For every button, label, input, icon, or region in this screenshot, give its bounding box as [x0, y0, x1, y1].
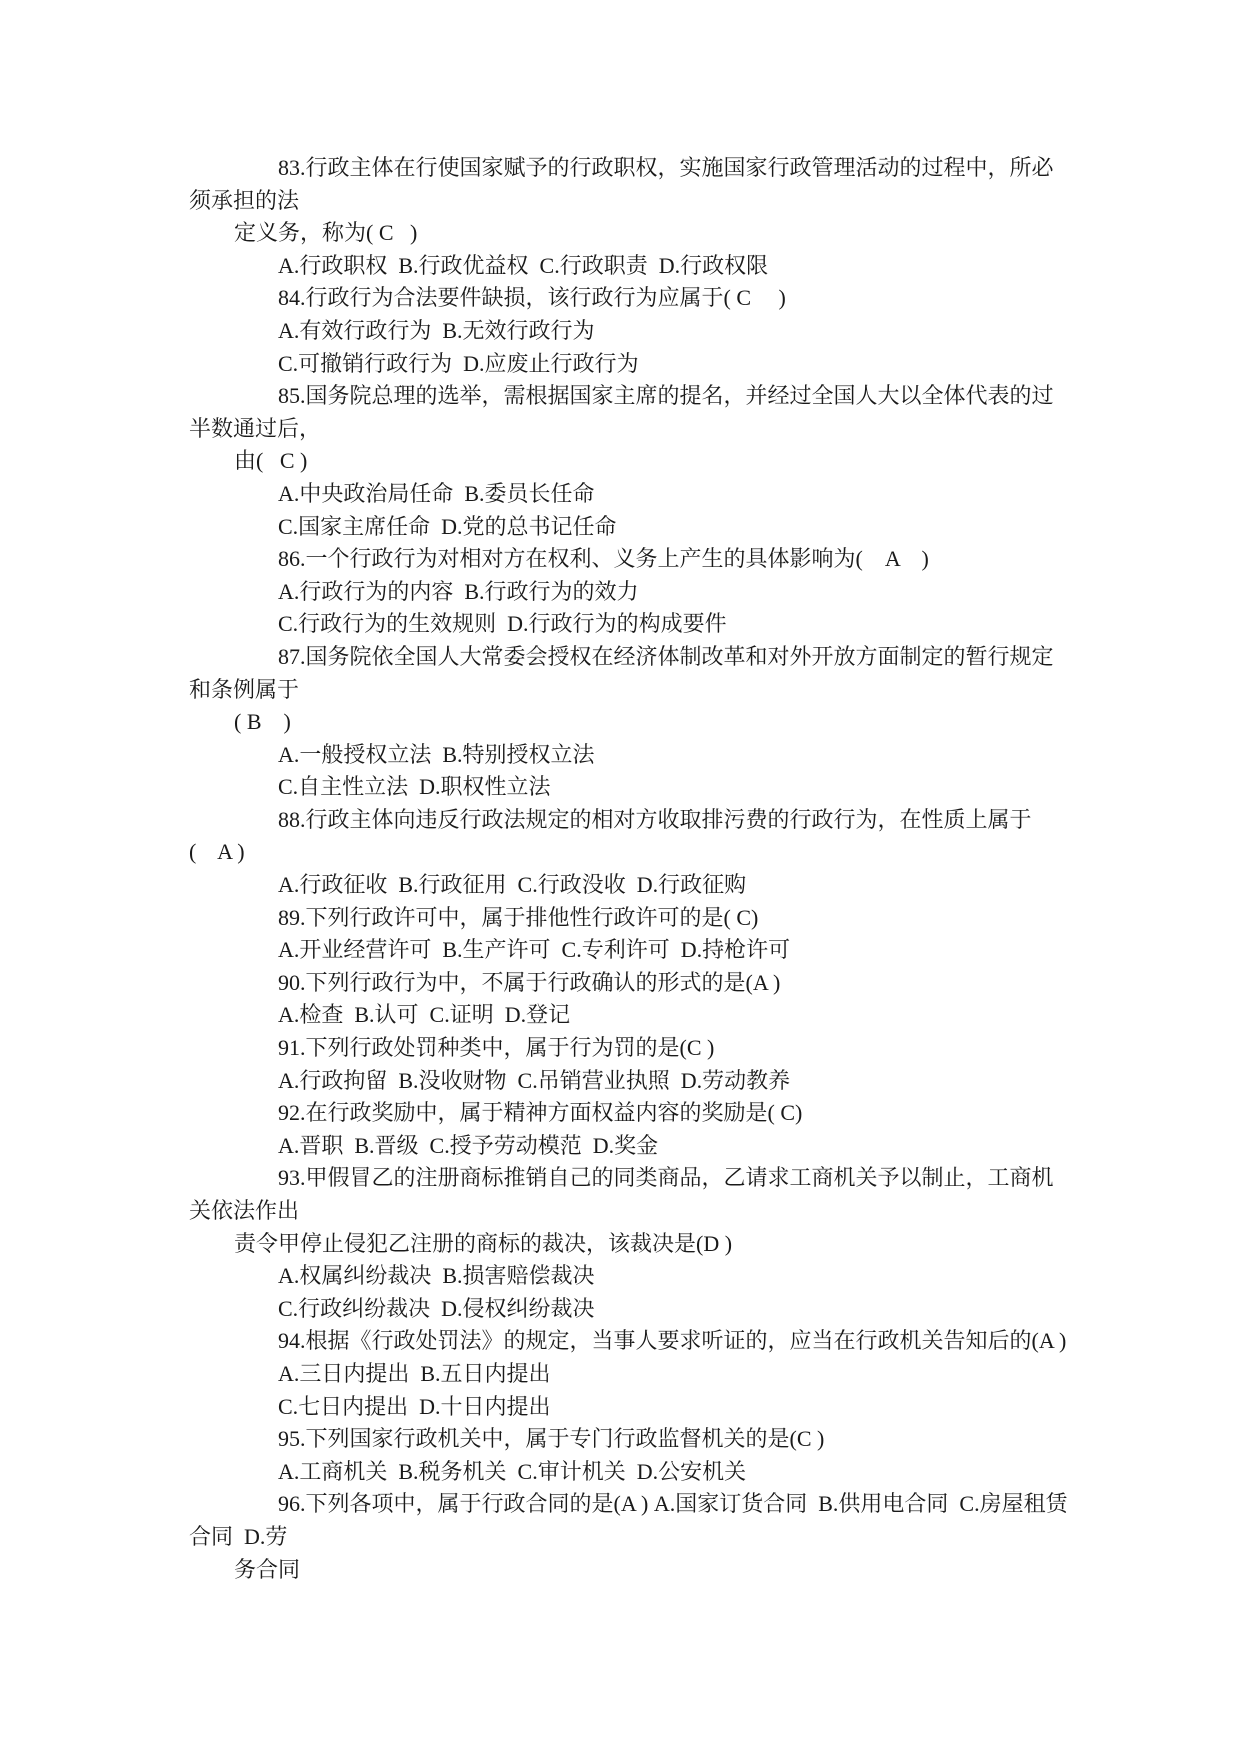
- question-90-stem: 90.下列行政行为中，不属于行政确认的形式的是(A ): [278, 969, 781, 995]
- question-86-stem: 86.一个行政行为对相对方在权利、义务上产生的具体影响为( A ): [278, 546, 929, 572]
- question-95-options: A.工商机关 B.税务机关 C.审计机关 D.公安机关: [278, 1458, 747, 1484]
- question-88-options: A.行政征收 B.行政征用 C.行政没收 D.行政征购: [278, 872, 747, 898]
- question-86-options-cd: C.行政行为的生效规则 D.行政行为的构成要件: [278, 611, 727, 637]
- question-94-options-ab: A.三日内提出 B.五日内提出: [278, 1360, 551, 1386]
- question-92-stem: 92.在行政奖励中，属于精神方面权益内容的奖励是( C): [278, 1100, 803, 1126]
- question-83-stem-wrap: 须承担的法: [189, 187, 300, 213]
- question-85-options-ab: A.中央政治局任命 B.委员长任命: [278, 480, 595, 506]
- question-85-stem-continuation: 由( C ): [234, 448, 308, 474]
- question-96-stem-continuation: 务合同: [234, 1556, 301, 1582]
- question-83-stem-continuation: 定义务，称为( C ): [234, 220, 418, 246]
- question-87-stem-wrap: 和条例属于: [189, 676, 300, 702]
- question-list: [0, 152, 1240, 1586]
- question-84-options-cd: C.可撤销行政行为 D.应废止行政行为: [278, 350, 639, 376]
- question-89-options: A.开业经营许可 B.生产许可 C.专利许可 D.持枪许可: [278, 937, 791, 963]
- question-83-options: A.行政职权 B.行政优益权 C.行政职责 D.行政权限: [278, 252, 769, 278]
- question-94-stem: 94.根据《行政处罚法》的规定，当事人要求听证的，应当在行政机关告知后的(A ): [278, 1328, 1067, 1354]
- question-84-stem: 84.行政行为合法要件缺损，该行政行为应属于( C ): [278, 285, 786, 311]
- question-91-options: A.行政拘留 B.没收财物 C.吊销营业执照 D.劳动教养: [278, 1067, 791, 1093]
- question-93-stem-wrap: 关依法作出: [189, 1198, 300, 1223]
- question-93-options-cd: C.行政纠纷裁决 D.侵权纠纷裁决: [278, 1295, 595, 1321]
- question-88-answer: ( A ): [189, 839, 245, 865]
- question-85-stem: 85.国务院总理的选举，需根据国家主席的提名，并经过全国人大以全体代表的过: [278, 383, 1054, 409]
- question-96-stem: 96.下列各项中，属于行政合同的是(A ) A.国家订货合同 B.供用电合同 C.房屋租赁: [278, 1491, 1068, 1517]
- question-83-stem: 83.行政主体在行使国家赋予的行政职权，实施国家行政管理活动的过程中，所必: [278, 155, 1054, 180]
- question-96-stem-wrap: 合同 D.劳: [189, 1523, 288, 1549]
- question-93-stem: 93.甲假冒乙的注册商标推销自己的同类商品，乙请求工商机关予以制止，工商机: [278, 1165, 1054, 1191]
- question-94-options-cd: C.七日内提出 D.十日内提出: [278, 1393, 551, 1419]
- question-87-options-cd: C.自主性立法 D.职权性立法: [278, 774, 551, 800]
- question-88-stem: 88.行政主体向违反行政法规定的相对方收取排污费的行政行为，在性质上属于: [278, 806, 1032, 832]
- question-85-options-cd: C.国家主席任命 D.党的总书记任命: [278, 513, 617, 539]
- question-93-options-ab: A.权属纠纷裁决 B.损害赔偿裁决: [278, 1263, 595, 1289]
- question-85-stem-wrap: 半数通过后，: [189, 415, 322, 441]
- question-89-stem: 89.下列行政许可中，属于排他性行政许可的是( C): [278, 904, 759, 930]
- question-93-stem-continuation: 责令甲停止侵犯乙注册的商标的裁决，该裁决是(D ): [234, 1230, 733, 1256]
- question-87-stem: 87.国务院依全国人大常委会授权在经济体制改革和对外开放方面制定的暂行规定: [278, 643, 1054, 669]
- question-87-answer: ( B ): [234, 709, 291, 735]
- question-95-stem: 95.下列国家行政机关中，属于专门行政监督机关的是(C ): [278, 1426, 825, 1452]
- question-90-options: A.检查 B.认可 C.证明 D.登记: [278, 1002, 571, 1028]
- question-92-options: A.晋职 B.晋级 C.授予劳动模范 D.奖金: [278, 1132, 659, 1158]
- question-84-options-ab: A.有效行政行为 B.无效行政行为: [278, 317, 595, 343]
- question-91-stem: 91.下列行政处罚种类中，属于行为罚的是(C ): [278, 1035, 715, 1061]
- question-86-options-ab: A.行政行为的内容 B.行政行为的效力: [278, 578, 639, 604]
- question-87-options-ab: A.一般授权立法 B.特别授权立法: [278, 741, 595, 767]
